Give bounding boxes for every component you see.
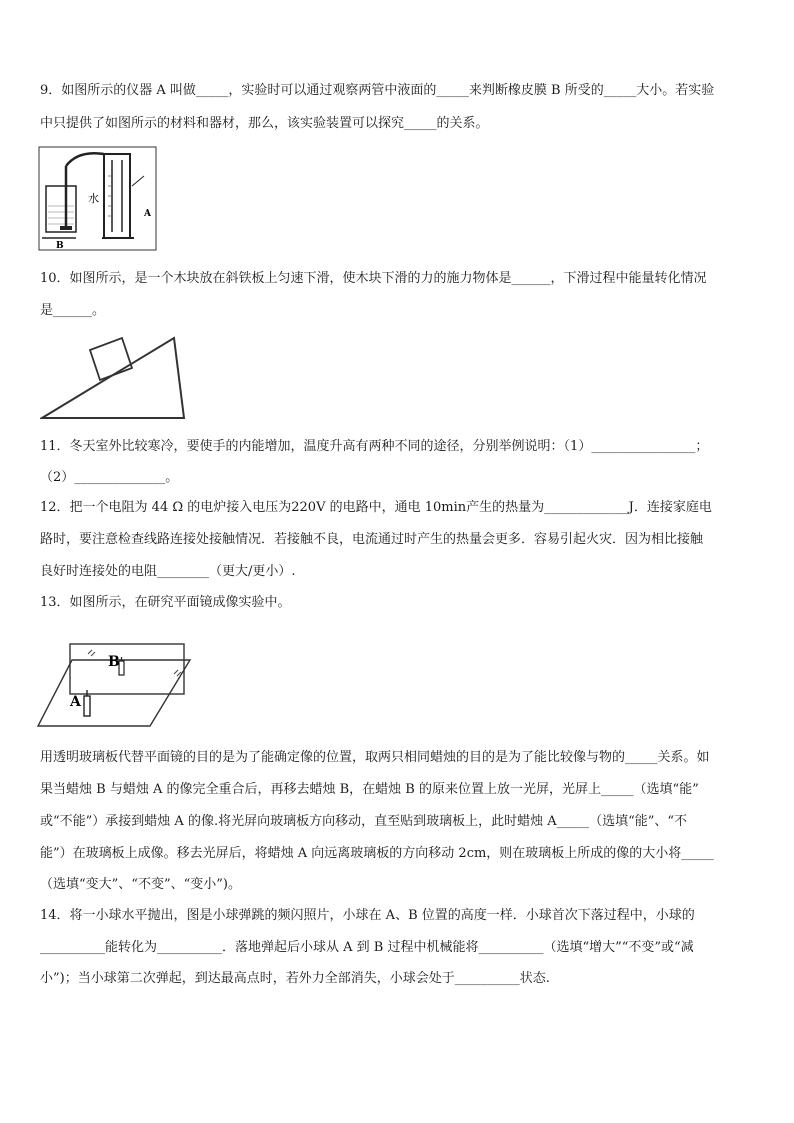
fig-label-a: A <box>70 694 81 710</box>
fig-label-water: 水 <box>88 192 99 205</box>
fig-label-b: B <box>56 241 64 251</box>
mirror-figure <box>36 638 196 730</box>
fig-label-b: B <box>108 654 120 670</box>
q9-line-1: 9．如图所示的仪器 A 叫做_____，实验时可以通过观察两管中液面的_____来判断橡皮膜 B 所受的_____大小。若实验 <box>40 83 715 98</box>
manometer-figure <box>38 146 158 252</box>
q12-line-3: 良好时连接处的电阻________（更大/更小）. <box>40 564 296 579</box>
q10-line-2: 是______。 <box>40 303 106 318</box>
q13-line-6: （选填“变大”、“不变”、“变小”)。 <box>40 877 241 892</box>
q12-line-2: 路时，要注意检查线路连接处接触情况．若接触不良，电流通过时产生的热量会更多．容易引起火灾．因为相比接触 <box>40 532 704 547</box>
q14-line-2: __________能转化为__________．落地弹起后小球从 A 到 B 过程中机械能将__________（选填“增大”“不变”或“减 <box>40 940 694 955</box>
q14-line-3: 小”)；当小球第二次弹起，到达最高点时，若外力全部消失，小球会处于__________状态. <box>40 971 550 986</box>
q9-line-2: 中只提供了如图所示的材料和器材，那么，该实验装置可以探究_____的关系。 <box>40 116 489 131</box>
q13-line-5: 能”）在玻璃板上成像。移去光屏后，将蜡烛 A 向远离玻璃板的方向移动 2cm，则在玻璃板上所成的像的大小将_____ <box>40 846 714 861</box>
q14-line-1: 14．将一小球水平抛出，图是小球弹跳的频闪照片，小球在 A、B 位置的高度一样．小球首次下落过程中，小球的 <box>40 908 695 923</box>
q13-line-1: 13．如图所示，在研究平面镜成像实验中。 <box>40 595 291 610</box>
q13-line-2: 用透明玻璃板代替平面镜的目的是为了能确定像的位置，取两只相同蜡烛的目的是为了能比较像与物的_____关系。如 <box>40 750 710 765</box>
q10-line-1: 10．如图所示，是一个木块放在斜铁板上匀速下滑，使木块下滑的力的施力物体是______，下滑过程中能量转化情况 <box>40 271 707 286</box>
q11-line-1: 11．冬天室外比较寒冷，要使手的内能增加，温度升高有两种不同的途径，分别举例说明：（1）________________； <box>40 439 709 454</box>
q11-line-2: （2）______________。 <box>40 470 179 485</box>
q12-line-1: 12．把一个电阻为 44 Ω 的电炉接入电压为220V 的电路中，通电 10min产生的热量为_____________J．连接家庭电 <box>40 500 712 515</box>
q13-line-3: 果当蜡烛 B 与蜡烛 A 的像完全重合后，再移去蜡烛 B，在蜡烛 B 的原来位置上放一光屏，光屏上_____（选填“能” <box>40 782 699 797</box>
fig-label-a: A <box>144 209 151 219</box>
incline-figure <box>40 332 186 422</box>
q13-line-4: 或“不能”）承接到蜡烛 A 的像.将光屏向玻璃板方向移动，直至贴到玻璃板上，此时蜡烛 A_____（选填“能”、“不 <box>40 814 688 829</box>
